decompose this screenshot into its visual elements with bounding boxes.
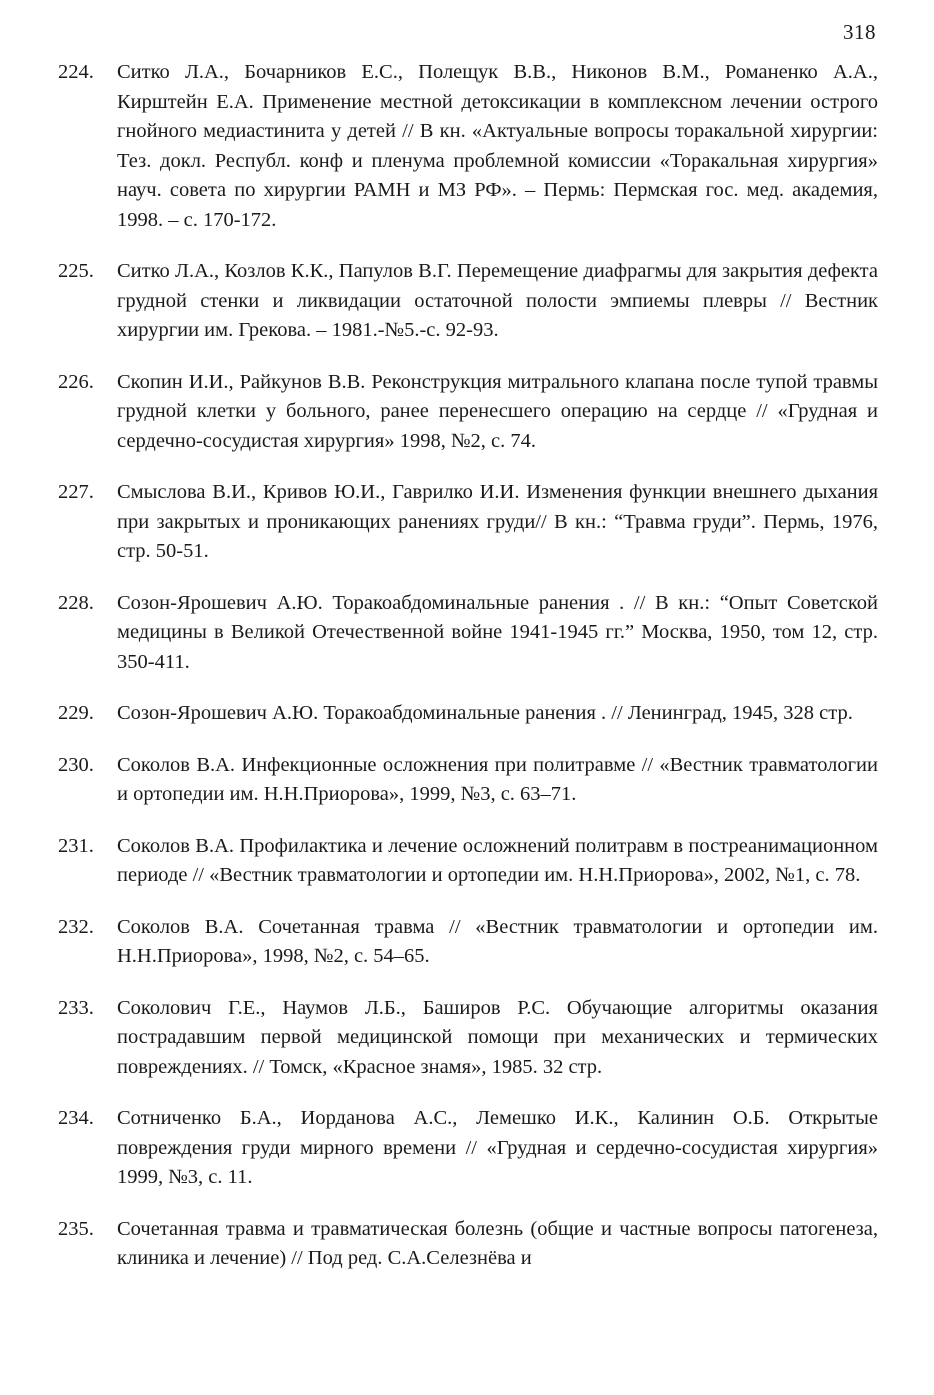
reference-item: [58, 1215, 878, 1274]
reference-text: Соколов В.А. Профилактика и лечение осложнений политравм в постреанимационном периоде // «Вестник травматологии и ортопедии им. Н.Н.Приорова», 2002, №1, с. 78.: [117, 834, 878, 886]
reference-number: 227.: [58, 481, 94, 503]
reference-text: Скопин И.И., Райкунов В.В. Реконструкция митрального клапана после тупой травмы грудной клетки у больного, ранее перенесшего операцию на сердце // «Грудная и сердечно-сосудистая хирургия» 1998, №2, с. 74.: [117, 370, 878, 452]
reference-text: Ситко Л.А., Козлов К.К., Папулов В.Г. Перемещение диафрагмы для закрытия дефекта грудной стенки и ликвидации остаточной полости эмпиемы плевры // Вестник хирургии им. Грекова. – 1981.-№5.-с. 92-93.: [117, 260, 878, 341]
reference-text: Смыслова В.И., Кривов Ю.И., Гаврилко И.И. Изменения функции внешнего дыхания при закрытых и проникающих ранениях груди// В кн.: “Травма груди”. Пермь, 1976, стр. 50-51.: [117, 481, 878, 562]
reference-item: [58, 58, 878, 235]
reference-number: 224.: [58, 61, 94, 83]
reference-number: 230.: [58, 753, 94, 776]
reference-text: Ситко Л.А., Бочарников Е.С., Полещук В.В., Никонов В.М., Романенко А.А., Кирштейн Е.А. Применение местной детоксикации в комплексном лечении острого гнойного медиастинита у детей // В кн. «Актуальные вопросы торакальной хирургии: Тез. докл. Республ. конф и пленума проблемной комиссии «Торакальная хирургия» науч. совета по хирургии РАМН и МЗ РФ». – Пермь: Пермская гос. мед. академия, 1998. – с. 170-172.: [117, 61, 878, 231]
reference-number: 228.: [58, 591, 94, 614]
reference-item: [58, 478, 878, 567]
reference-item: [58, 589, 878, 678]
reference-text: Соколов В.А. Сочетанная травма // «Вестник травматологии и ортопедии им. Н.Н.Приорова», 1998, №2, с. 54–65.: [117, 915, 878, 967]
reference-item: [58, 368, 878, 457]
reference-item: [58, 257, 878, 346]
reference-item: [58, 699, 878, 729]
reference-number: 231.: [58, 834, 94, 857]
reference-text: Созон-Ярошевич А.Ю. Торакоабдоминальные ранения . // В кн.: “Опыт Советской медицины в Великой Отечественной войне 1941-1945 гг.” Москва, 1950, том 12, стр. 350-411.: [117, 591, 878, 673]
reference-number: 226.: [58, 370, 94, 393]
reference-number: 225.: [58, 260, 94, 282]
reference-item: [58, 913, 878, 972]
reference-item: [58, 751, 878, 810]
reference-text: Сочетанная травма и травматическая болезнь (общие и частные вопросы патогенеза, клиника и лечение) // Под ред. С.А.Селезнёва и: [117, 1217, 878, 1269]
reference-number: 233.: [58, 996, 94, 1019]
reference-number: 235.: [58, 1217, 94, 1240]
reference-text: Соколов В.А. Инфекционные осложнения при политравме // «Вестник травматологии и ортопедии им. Н.Н.Приорова», 1999, №3, с. 63–71.: [117, 753, 878, 805]
reference-number: 232.: [58, 915, 94, 938]
reference-number: 234.: [58, 1107, 94, 1129]
page-number: 318: [843, 20, 876, 44]
reference-text: Созон-Ярошевич А.Ю. Торакоабдоминальные ранения . // Ленинград, 1945, 328 стр.: [117, 702, 853, 724]
reference-list: [58, 58, 878, 1296]
reference-number: 229.: [58, 702, 94, 724]
reference-item: [58, 1104, 878, 1193]
reference-item: [58, 994, 878, 1083]
reference-text: Соколович Г.Е., Наумов Л.Б., Баширов Р.С. Обучающие алгоритмы оказания пострадавшим первой медицинской помощи при механических и термических повреждениях. // Томск, «Красное знамя», 1985. 32 стр.: [117, 996, 878, 1078]
reference-text: Сотниченко Б.А., Иорданова А.С., Лемешко И.К., Калинин О.Б. Открытые повреждения груди мирного времени // «Грудная и сердечно-сосудистая хирургия» 1999, №3, с. 11.: [117, 1107, 878, 1188]
reference-item: [58, 832, 878, 891]
